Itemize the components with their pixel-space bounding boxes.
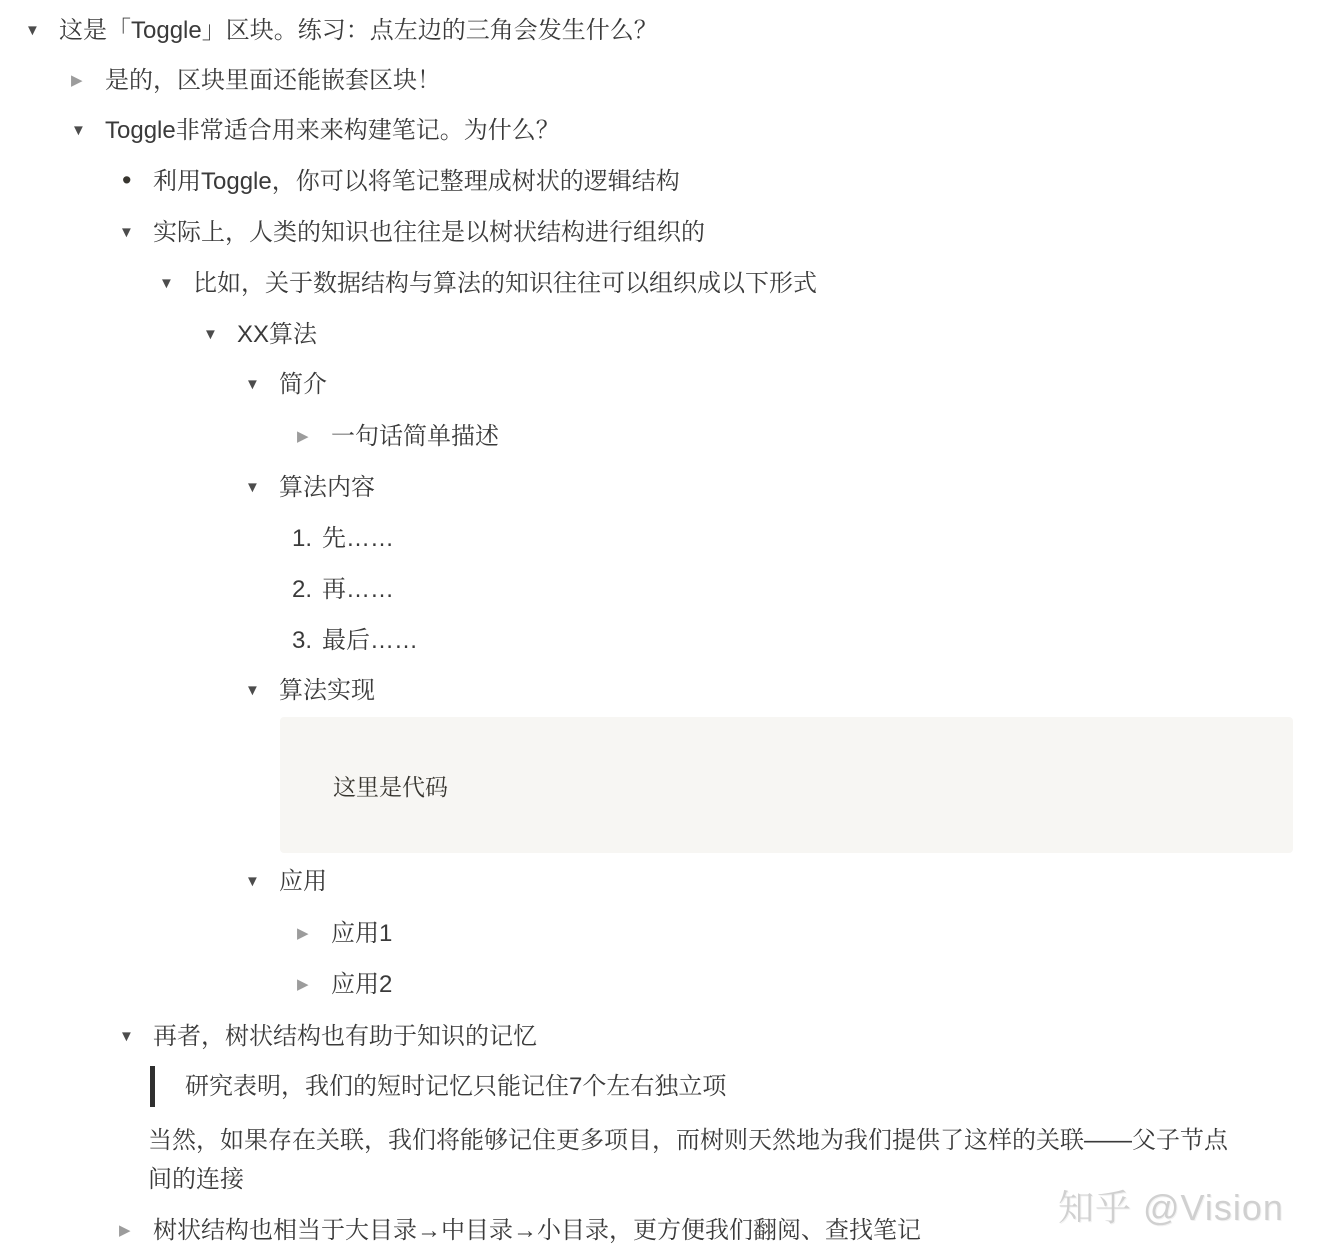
toggle-open-icon[interactable]: ▼ — [159, 275, 174, 292]
toggle-open-icon[interactable]: ▼ — [245, 479, 260, 496]
quote-text[interactable]: 研究表明，我们的短时记忆只能记住7个左右独立项 — [185, 1073, 727, 1100]
toggle-text[interactable]: XX算法 — [237, 321, 318, 348]
toggle-text[interactable]: 这是「Toggle」区块。练习：点左边的三角会发生什么？ — [59, 17, 658, 44]
toggle-open-icon[interactable]: ▼ — [245, 376, 260, 393]
numbered-text[interactable]: 最后…… — [322, 627, 418, 654]
bullet-list-item — [119, 166, 680, 197]
toggle-row — [119, 1215, 921, 1246]
toggle-row — [245, 675, 375, 706]
toggle-closed-icon[interactable]: ▶ — [71, 72, 83, 89]
toggle-text[interactable]: 比如，关于数据结构与算法的知识往往可以组织成以下形式 — [193, 270, 817, 297]
toggle-row — [159, 268, 817, 299]
toggle-row — [71, 115, 560, 146]
toggle-closed-icon[interactable]: ▶ — [297, 428, 309, 445]
toggle-row — [245, 472, 375, 503]
quote-block — [150, 1066, 726, 1107]
toggle-row — [245, 866, 327, 897]
numbered-text[interactable]: 再…… — [322, 576, 394, 603]
toggle-row — [71, 65, 441, 96]
toggle-text[interactable]: 实际上，人类的知识也往往是以树状结构进行组织的 — [153, 219, 705, 246]
toggle-open-icon[interactable]: ▼ — [245, 873, 260, 890]
quote-bar — [150, 1066, 155, 1107]
toggle-text[interactable]: Toggle非常适合用来来构建笔记。为什么？ — [105, 117, 560, 144]
toggle-row — [297, 421, 499, 452]
paragraph-text[interactable]: 当然，如果存在关联，我们将能够记住更多项目，而树则天然地为我们提供了这样的关联——父子节点间的连接 — [148, 1127, 1228, 1193]
toggle-text[interactable]: 再者，树状结构也有助于知识的记忆 — [153, 1023, 537, 1050]
toggle-row — [297, 969, 392, 1000]
bullet-icon: • — [122, 165, 132, 195]
numbered-list-item — [292, 625, 418, 656]
toggle-closed-icon[interactable]: ▶ — [119, 1222, 131, 1239]
toggle-open-icon[interactable]: ▼ — [203, 326, 218, 343]
toggle-closed-icon[interactable]: ▶ — [297, 925, 309, 942]
toggle-text[interactable]: 应用1 — [331, 920, 393, 947]
bullet-text[interactable]: 利用Toggle，你可以将笔记整理成树状的逻辑结构 — [153, 168, 680, 195]
toggle-closed-icon[interactable]: ▶ — [297, 976, 309, 993]
toggle-open-icon[interactable]: ▼ — [25, 22, 40, 39]
toggle-text[interactable]: 应用2 — [331, 971, 393, 998]
toggle-text[interactable]: 是的，区块里面还能嵌套区块！ — [105, 67, 441, 94]
numbered-text[interactable]: 先…… — [322, 525, 394, 552]
toggle-text[interactable]: 应用 — [279, 868, 327, 895]
toggle-row — [203, 319, 317, 350]
list-number: 3. — [292, 627, 313, 654]
list-number: 1. — [292, 525, 313, 552]
toggle-text[interactable]: 一句话简单描述 — [331, 423, 499, 450]
toggle-row — [119, 1021, 537, 1052]
toggle-text[interactable]: 算法内容 — [279, 474, 375, 501]
toggle-row — [245, 369, 327, 400]
numbered-list-item — [292, 523, 394, 554]
toggle-text[interactable]: 简介 — [279, 371, 327, 398]
toggle-open-icon[interactable]: ▼ — [119, 1028, 134, 1045]
toggle-row — [25, 15, 658, 46]
toggle-row — [119, 217, 705, 248]
toggle-open-icon[interactable]: ▼ — [245, 682, 260, 699]
toggle-open-icon[interactable]: ▼ — [71, 122, 86, 139]
toggle-open-icon[interactable]: ▼ — [119, 224, 134, 241]
toggle-text[interactable]: 算法实现 — [279, 677, 375, 704]
code-text[interactable]: 这里是代码 — [333, 773, 448, 800]
numbered-list-item — [292, 574, 394, 605]
watermark: 知乎 @Vision — [1058, 1187, 1284, 1228]
list-number: 2. — [292, 576, 313, 603]
toggle-row — [297, 918, 392, 949]
toggle-text[interactable]: 树状结构也相当于大目录→中目录→小目录，更方便我们翻阅、查找笔记 — [153, 1217, 921, 1244]
code-block[interactable] — [280, 717, 1293, 853]
